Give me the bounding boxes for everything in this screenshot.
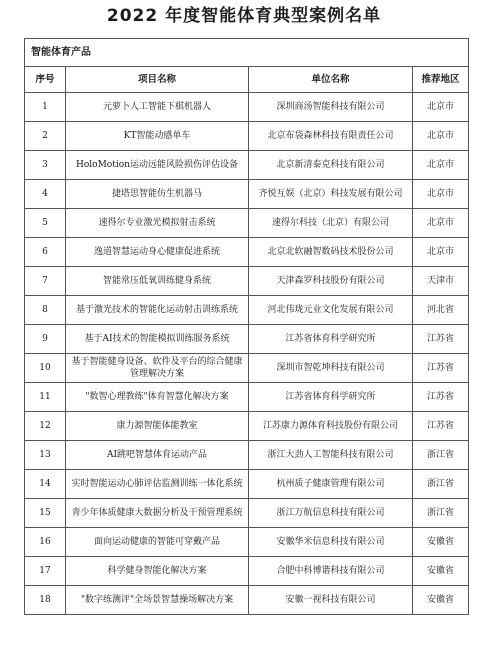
cell-project: 逸道智慧运动身心健康促进系统	[66, 238, 249, 267]
cell-unit: 北京新清泰克科技有限公司	[249, 151, 413, 180]
cell-number: 6	[25, 238, 66, 267]
cell-region: 浙江省	[413, 441, 469, 470]
cell-region: 江苏省	[413, 354, 469, 383]
cell-region: 浙江省	[413, 470, 469, 499]
cell-project: 智能常压低氧训练健身系统	[66, 267, 249, 296]
table-row	[25, 296, 469, 325]
cell-unit: 安徽一视科技有限公司	[249, 586, 413, 615]
cell-number: 8	[25, 296, 66, 325]
cell-number: 1	[25, 93, 66, 122]
cell-unit: 浙江万航信息科技有限公司	[249, 499, 413, 528]
cell-unit: 杭州质子健康管理有限公司	[249, 470, 413, 499]
table-row	[25, 470, 469, 499]
table-row	[25, 499, 469, 528]
cell-region: 天津市	[413, 267, 469, 296]
cell-project: 基于激光技术的智能化运动射击训练系统	[66, 296, 249, 325]
cell-region: 江苏省	[413, 383, 469, 412]
cell-region: 北京市	[413, 180, 469, 209]
cell-project: "数智心理教练"体育智慧化解决方案	[66, 383, 249, 412]
table-row	[25, 412, 469, 441]
document-title: 2022 年度智能体育典型案例名单	[106, 6, 382, 26]
cell-region: 北京市	[413, 151, 469, 180]
cell-unit: 北京北软融智数码技术股份公司	[249, 238, 413, 267]
cell-region: 江苏省	[413, 325, 469, 354]
section-title: 智能体育产品	[25, 39, 469, 67]
cell-region: 江苏省	[413, 412, 469, 441]
cell-unit: 天津森罗科技股份有限公司	[249, 267, 413, 296]
header-region: 推荐地区	[413, 67, 469, 93]
cell-number: 7	[25, 267, 66, 296]
cell-project: 元萝卜人工智能下棋机器人	[66, 93, 249, 122]
cell-number: 2	[25, 122, 66, 151]
cell-region: 北京市	[413, 209, 469, 238]
cell-project: HoloMotion运动远能风险损伤评估设备	[66, 151, 249, 180]
cell-project: 实时智能运动心肺评估监测训练一体化系统	[66, 470, 249, 499]
cell-project: 康力源智能体能教室	[66, 412, 249, 441]
table-row	[25, 151, 469, 180]
cell-number: 11	[25, 383, 66, 412]
cell-unit: 江苏省体育科学研究所	[249, 325, 413, 354]
cell-project: "数字练测评"全场景智慧操场解决方案	[66, 586, 249, 615]
cell-project: 青少年体质健康大数据分析及干预管理系统	[66, 499, 249, 528]
cell-region: 安徽省	[413, 586, 469, 615]
cell-unit: 河北伟珑元业文化发展有限公司	[249, 296, 413, 325]
cell-project: 面向运动健康的智能可穿戴产品	[66, 528, 249, 557]
cell-unit: 北京布袋森林科技有限责任公司	[249, 122, 413, 151]
cell-unit: 深圳商汤智能科技有限公司	[249, 93, 413, 122]
cell-unit: 浙江大劲人工智能科技有限公司	[249, 441, 413, 470]
table-row	[25, 557, 469, 586]
cell-project: 科学健身智能化解决方案	[66, 557, 249, 586]
table-row	[25, 441, 469, 470]
table-row	[25, 383, 469, 412]
cell-number: 16	[25, 528, 66, 557]
cell-project: KT智能动感单车	[66, 122, 249, 151]
cell-region: 浙江省	[413, 499, 469, 528]
cell-unit: 江苏康力源体育科技股份有限公司	[249, 412, 413, 441]
cell-project: 捷塔思智能仿生机器马	[66, 180, 249, 209]
cell-unit: 深圳市智乾坤科技有限公司	[249, 354, 413, 383]
table-row	[25, 354, 469, 383]
cell-number: 12	[25, 412, 66, 441]
table-header-row	[25, 67, 469, 93]
table-row	[25, 528, 469, 557]
cell-project: 速得尔专业激光模拟射击系统	[66, 209, 249, 238]
cell-unit: 齐悦互娱（北京）科技发展有限公司	[249, 180, 413, 209]
cell-unit: 安徽华米信息科技有限公司	[249, 528, 413, 557]
table-row	[25, 238, 469, 267]
cell-region: 河北省	[413, 296, 469, 325]
header-project: 项目名称	[66, 67, 249, 93]
cell-number: 4	[25, 180, 66, 209]
case-list-table	[24, 38, 469, 615]
cell-number: 5	[25, 209, 66, 238]
table-row	[25, 93, 469, 122]
cell-number: 10	[25, 354, 66, 383]
cell-project: 基于智能健身设备、软件及平台的综合健康管理解决方案	[66, 354, 249, 383]
table-row	[25, 586, 469, 615]
cell-region: 安徽省	[413, 528, 469, 557]
header-unit: 单位名称	[249, 67, 413, 93]
cell-number: 9	[25, 325, 66, 354]
cell-unit: 江苏省体育科学研究所	[249, 383, 413, 412]
cell-number: 14	[25, 470, 66, 499]
section-row	[25, 39, 469, 67]
cell-unit: 速得尔科技（北京）有限公司	[249, 209, 413, 238]
cell-region: 北京市	[413, 122, 469, 151]
cell-project: AI跳吧智慧体育运动产品	[66, 441, 249, 470]
cell-region: 安徽省	[413, 557, 469, 586]
cell-region: 北京市	[413, 238, 469, 267]
table-row	[25, 209, 469, 238]
table-row	[25, 267, 469, 296]
cell-number: 13	[25, 441, 66, 470]
cell-number: 18	[25, 586, 66, 615]
cell-number: 15	[25, 499, 66, 528]
header-number: 序号	[25, 67, 66, 93]
table-row	[25, 325, 469, 354]
cell-project: 基于AI技术的智能模拟训练服务系统	[66, 325, 249, 354]
cell-region: 北京市	[413, 93, 469, 122]
cell-number: 17	[25, 557, 66, 586]
cell-number: 3	[25, 151, 66, 180]
table-row	[25, 180, 469, 209]
table-row	[25, 122, 469, 151]
cell-unit: 合肥中科博谐科技有限公司	[249, 557, 413, 586]
